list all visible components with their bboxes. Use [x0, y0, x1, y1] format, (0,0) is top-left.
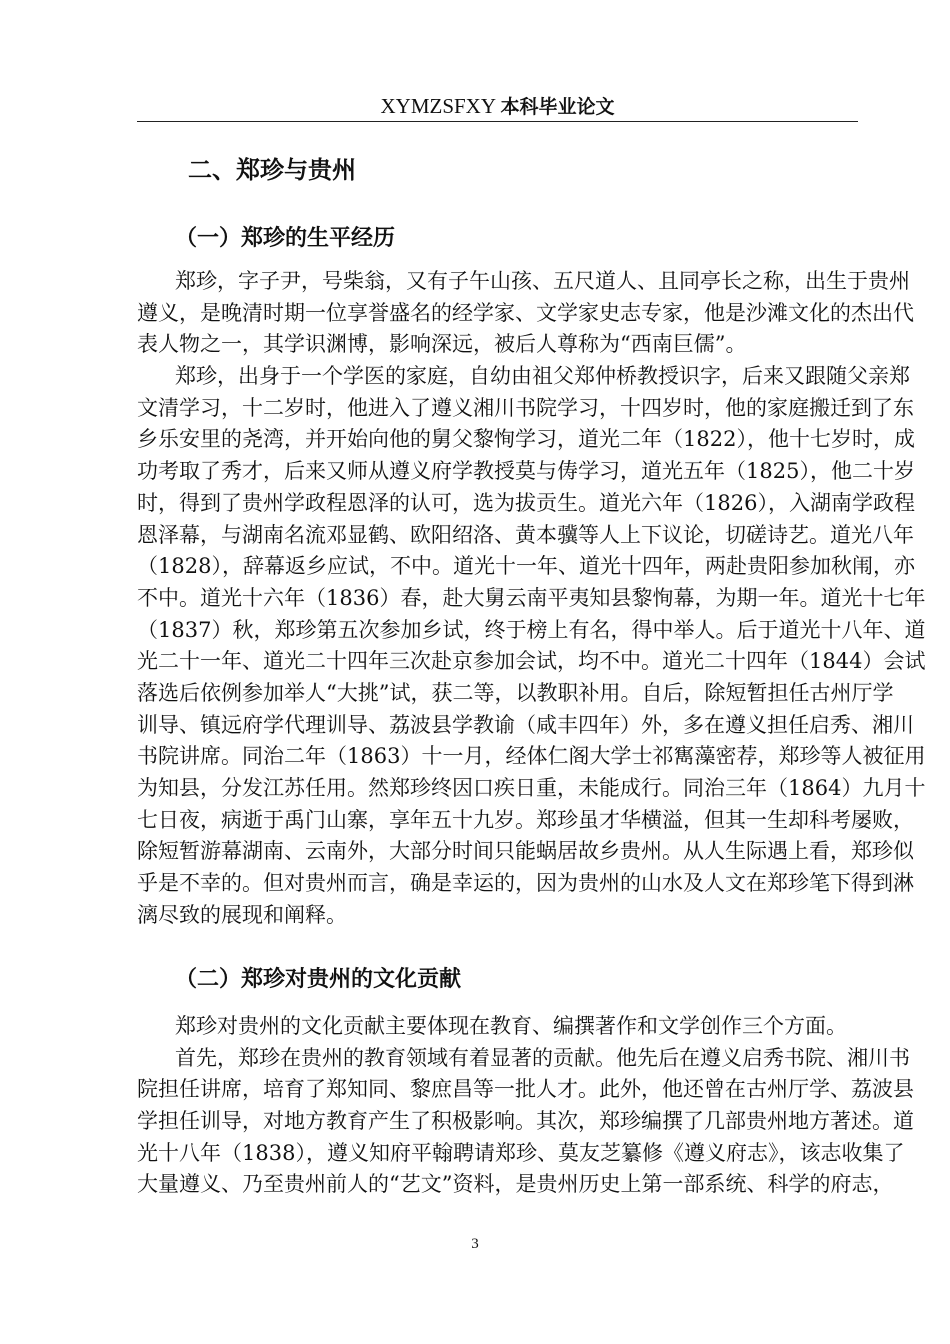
- section-1-body: [137, 266, 926, 931]
- page-number: 3: [471, 1236, 479, 1252]
- text-line: 郑珍对贵州的文化贡献主要体现在教育、编撰著作和文学创作三个方面。: [175, 1014, 847, 1038]
- header-rule: [137, 121, 858, 122]
- text-line: 漓尽致的展现和阐释。: [137, 902, 347, 927]
- paragraph: [137, 266, 914, 361]
- paragraph: [137, 1011, 858, 1043]
- text-line: 不中。道光十六年（1836）春，赴大舅云南平夷知县黎恂幕，为期一年。道光十七年: [137, 585, 926, 610]
- text-line: 遵义，是晚清时期一位享誉盛名的经学家、文学家史志专家，他是沙滩文化的杰出代: [137, 300, 914, 325]
- section-heading-1: （一）郑珍的生平经历: [175, 226, 396, 251]
- text-line: 功考取了秀才，后来又师从遵义府学教授莫与俦学习，道光五年（1825），他二十岁: [137, 459, 915, 484]
- paragraph: [137, 1043, 914, 1201]
- text-line: 七日夜，病逝于禹门山寨，享年五十九岁。郑珍虽才华横溢，但其一生却科考屡败，: [137, 807, 914, 832]
- text-line: 光二十一年、道光二十四年三次赴京参加会试，均不中。道光二十四年（1844）会试: [137, 649, 926, 674]
- section-heading-2: （二）郑珍对贵州的文化贡献: [175, 967, 462, 992]
- text-line: 时，得到了贵州学政程恩泽的认可，选为拔贡生。道光六年（1826），入湖南学政程: [137, 490, 915, 515]
- text-line: 大量遵义、乃至贵州前人的“艺文”资料，是贵州历史上第一部系统、科学的府志，: [137, 1172, 894, 1197]
- text-line: 训导、镇远府学代理训导、荔波县学教谕（咸丰四年）外，多在遵义担任启秀、湘川: [137, 712, 914, 737]
- header-title: 本科毕业论文: [500, 96, 615, 118]
- page-header: [137, 92, 858, 119]
- header-latin: XYMZSFXY: [380, 94, 496, 118]
- text-line: 文清学习，十二岁时，他进入了遵义湘川书院学习，十四岁时，他的家庭搬迁到了东: [137, 395, 914, 420]
- text-line: 郑珍，字子尹，号柴翁，又有子午山孩、五尺道人、且同亭长之称，出生于贵州: [175, 269, 910, 293]
- text-line: 光十八年（1838），遵义知府平翰聘请郑珍、莫友芝纂修《遵义府志》，该志收集了: [137, 1140, 905, 1165]
- text-line: 院担任讲席，培育了郑知同、黎庶昌等一批人才。此外，他还曾在古州厅学、荔波县: [137, 1077, 914, 1102]
- paragraph: [137, 361, 926, 931]
- text-line: 落选后依例参加举人“大挑”试，获二等，以教职补用。自后，除短暂担任古州厅学: [137, 680, 894, 705]
- text-line: 乡乐安里的尧湾，并开始向他的舅父黎恂学习，道光二年（1822），他十七岁时，成: [137, 427, 915, 452]
- text-line: 首先，郑珍在贵州的教育领域有着显著的贡献。他先后在遵义启秀书院、湘川书: [175, 1045, 910, 1070]
- section-2-body: [137, 1011, 914, 1201]
- text-line: 学担任训导，对地方教育产生了积极影响。其次，郑珍编撰了几部贵州地方著述。道: [137, 1109, 914, 1134]
- text-line: 除短暂游幕湖南、云南外，大部分时间只能蜗居故乡贵州。从人生际遇上看，郑珍似: [137, 839, 914, 864]
- chapter-heading: 二、郑珍与贵州: [188, 156, 356, 184]
- text-line: （1837）秋，郑珍第五次参加乡试，终于榜上有名，得中举人。后于道光十八年、道: [137, 617, 926, 642]
- text-line: 郑珍，出身于一个学医的家庭，自幼由祖父郑仲桥教授识字，后来又跟随父亲郑: [175, 364, 910, 389]
- text-line: 乎是不幸的。但对贵州而言，确是幸运的，因为贵州的山水及人文在郑珍笔下得到淋: [137, 871, 914, 896]
- text-line: （1828），辞幕返乡应试，不中。道光十一年、道光十四年，两赴贵阳参加秋闱，亦: [137, 554, 915, 579]
- text-line: 书院讲席。同治二年（1863）十一月，经体仁阁大学士祁寯藻密荐，郑珍等人被征用: [137, 744, 926, 769]
- text-line: 表人物之一，其学识渊博，影响深远，被后人尊称为“西南巨儒”。: [137, 332, 747, 357]
- text-line: 恩泽幕，与湖南名流邓显鹤、欧阳绍洛、黄本骥等人上下议论，切磋诗艺。道光八年: [137, 522, 914, 547]
- text-line: 为知县，分发江苏任用。然郑珍终因口疾日重，未能成行。同治三年（1864）九月十: [137, 776, 926, 800]
